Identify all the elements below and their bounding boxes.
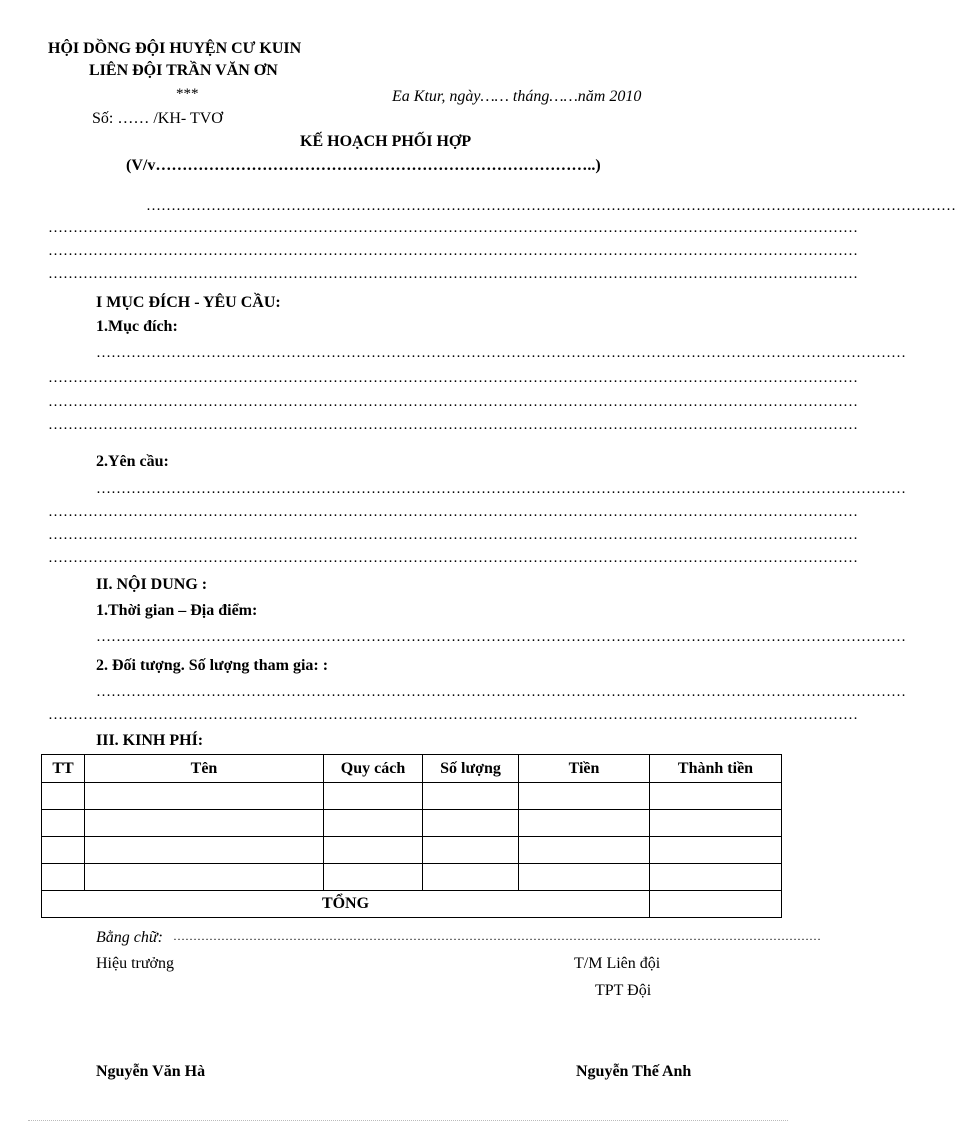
total-label: TỔNG (42, 891, 650, 918)
table-cell[interactable] (42, 810, 85, 837)
table-row (42, 810, 782, 837)
left-signer-title: Hiệu trưởng (96, 955, 175, 972)
right-signer-name: Nguyễn Thế Anh (576, 1063, 692, 1080)
section-2-2-heading: 2. Đối tượng. Số lượng tham gia: : (96, 657, 329, 674)
table-cell[interactable] (85, 864, 324, 891)
table-total-row (42, 891, 782, 918)
table-cell[interactable] (423, 810, 519, 837)
total-value-cell[interactable] (650, 891, 782, 918)
budget-table (41, 754, 782, 918)
section-1-heading: I MỤC ĐÍCH - YÊU CẦU: (96, 294, 281, 311)
dotted-line: ……………………………………………………………………………………………………………………………………………… (48, 550, 858, 566)
table-cell[interactable] (85, 810, 324, 837)
table-cell[interactable] (42, 783, 85, 810)
document-subject: (V/v………………………………………………………………………..) (126, 157, 601, 174)
right-signer-subtitle: TPT Đội (595, 982, 652, 999)
dotted-line: ……………………………………………………………………………………………………………………………………………… (96, 345, 906, 361)
table-cell[interactable] (519, 783, 650, 810)
dotted-line: ……………………………………………………………………………………………………………………………………………… (96, 629, 906, 645)
table-cell[interactable] (423, 783, 519, 810)
section-2-1-heading: 1.Thời gian – Địa điểm: (96, 602, 258, 619)
dotted-line: ……………………………………………………………………………………………………………………………………………… (48, 707, 858, 723)
table-cell[interactable] (423, 837, 519, 864)
table-cell[interactable] (42, 837, 85, 864)
amount-in-words-label: Bằng chữ: (96, 929, 163, 946)
table-cell[interactable] (324, 810, 423, 837)
dotted-line: ……………………………………………………………………………………………………………………………………………… (96, 481, 906, 497)
dotted-line: ……………………………………………………………………………………………………………………………………………… (48, 370, 858, 386)
header-total: Thành tiền (650, 755, 782, 783)
table-row (42, 783, 782, 810)
dotted-line: ……………………………………………………………………………………………………………………………………………… (48, 417, 858, 433)
table-header-row (42, 755, 782, 783)
header-spec: Quy cách (324, 755, 423, 783)
dotted-line: ……………………………………………………………………………………………………………………………………………… (146, 198, 956, 214)
document-title: KẾ HOẠCH PHỐI HỢP (300, 133, 472, 150)
table-cell[interactable] (519, 810, 650, 837)
dotted-line: ……………………………………………………………………………………………………………………………………………… (48, 243, 858, 259)
org-line-2: LIÊN ĐỘI TRẦN VĂN ƠN (89, 62, 278, 79)
table-cell[interactable] (519, 864, 650, 891)
header-name: Tên (85, 755, 324, 783)
table-cell[interactable] (85, 837, 324, 864)
dotted-line: ……………………………………………………………………………………………………………………………………………… (48, 266, 858, 282)
dotted-line: ……………………………………………………………………………………………………………………………………………… (48, 527, 858, 543)
page-bottom-divider (28, 1120, 788, 1121)
org-line-1: HỘI DỒNG ĐỘI HUYỆN CƯ KUIN (48, 40, 302, 57)
dotted-line: ……………………………………………………………………………………………………………………………………………… (96, 684, 906, 700)
table-row (42, 837, 782, 864)
table-cell[interactable] (324, 783, 423, 810)
right-signer-title: T/M Liên đội (574, 955, 661, 972)
header-price: Tiền (519, 755, 650, 783)
table-cell[interactable] (650, 810, 782, 837)
header-quantity: Số lượng (423, 755, 519, 783)
section-2-heading: II. NỘI DUNG : (96, 576, 208, 593)
table-cell[interactable] (423, 864, 519, 891)
section-1-1-heading: 1.Mục đích: (96, 318, 178, 335)
table-cell[interactable] (324, 864, 423, 891)
section-3-heading: III. KINH PHÍ: (96, 732, 204, 749)
dotted-line: ……………………………………………………………………………………………………………………………………………… (48, 504, 858, 520)
dotted-line: ……………………………………………………………………………………………………………………………………………… (48, 394, 858, 410)
left-signer-name: Nguyễn Văn Hà (96, 1063, 206, 1080)
header-tt: TT (42, 755, 85, 783)
table-cell[interactable] (42, 864, 85, 891)
place-date: Ea Ktur, ngày…… tháng……năm 2010 (392, 88, 642, 105)
section-1-2-heading: 2.Yên cầu: (96, 453, 169, 470)
table-cell[interactable] (650, 837, 782, 864)
table-cell[interactable] (519, 837, 650, 864)
table-row (42, 864, 782, 891)
header-stars: *** (176, 86, 199, 102)
table-cell[interactable] (324, 837, 423, 864)
table-cell[interactable] (85, 783, 324, 810)
dotted-line: ……………………………………………………………………………………………………………………………………………… (173, 929, 821, 943)
table-cell[interactable] (650, 864, 782, 891)
dotted-line: ……………………………………………………………………………………………………………………………………………… (48, 220, 858, 236)
document-number: Số: …… /KH- TVƠ (92, 110, 223, 127)
table-cell[interactable] (650, 783, 782, 810)
